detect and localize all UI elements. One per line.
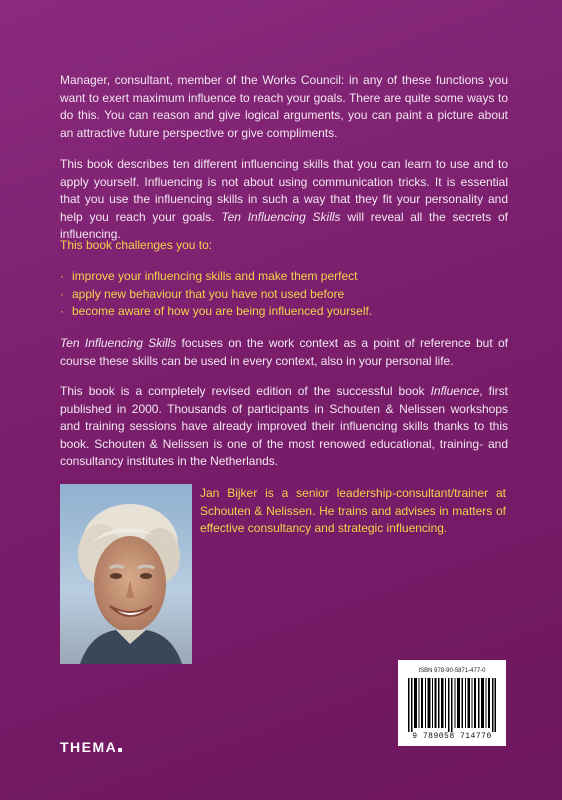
- intro-paragraph: Manager, consultant, member of the Works Council: in any of these functions you want to exert maximum influence to reach your goals. There are quite some ways to do this. You can reason and give logical arguments, you can paint a picture about an attractive future perspective or give compliments.: [60, 73, 508, 140]
- author-bio: Jan Bijker is a senior leadership-consultant/trainer at Schouten & Nelissen. He trains and advises in matters of effective consultancy and strategic influencing.: [200, 486, 506, 535]
- bullet-marker: ·: [60, 286, 64, 301]
- list-item: [60, 303, 520, 321]
- description-paragraph: [60, 156, 508, 244]
- bullet-marker: ·: [60, 304, 64, 318]
- barcode-bars: [408, 678, 496, 732]
- publisher-name: THEMA: [60, 739, 118, 755]
- list-item: [60, 286, 520, 304]
- barcode: [398, 660, 506, 746]
- barcode-number: 9 789058 714770: [412, 732, 492, 741]
- description-text: This book describes ten different influencing skills that you can learn to use and to apply yourself. Influencing is not about using communication tricks. It is essential that you use the influencing skills in such a way that they fit your personality and help you reach your goals.: [60, 157, 508, 224]
- edition-text-start: This book is a completely revised edition of the successful book: [60, 384, 431, 398]
- description-text-end: will reveal all the secrets of influencing.: [60, 209, 508, 241]
- author-portrait-illustration: [60, 484, 192, 664]
- context-paragraph: [60, 335, 508, 370]
- publisher-logo: [60, 739, 122, 755]
- list-item-text: improve your influencing skills and make them perfect: [72, 269, 358, 283]
- edition-text: , first published in 2000. Thousands of participants in Schouten & Nelissen workshops and training sessions have already improved their influencing skills thanks to this book. Schouten & Nelissen is one of the most renowed educational, training- and consultancy institutes in the Netherlands.: [60, 384, 508, 468]
- logo-square-icon: [118, 748, 122, 752]
- edition-paragraph: [60, 383, 508, 471]
- challenge-list: [60, 268, 520, 321]
- list-item-text: apply new behaviour that you have not used before: [72, 286, 345, 301]
- edition-book-title: Influence: [430, 384, 480, 398]
- bullet-marker: ·: [60, 269, 64, 283]
- challenge-heading: This book challenges you to:: [60, 238, 213, 252]
- context-book-title: Ten Influencing Skills: [60, 336, 177, 350]
- list-item-text: become aware of how you are being influenced yourself.: [72, 304, 373, 318]
- author-photo: [60, 484, 192, 664]
- isbn-label: ISBN 978-90-5871-477-0: [418, 668, 486, 674]
- list-item: [60, 268, 520, 286]
- description-book-title: Ten Influencing Skills: [221, 209, 341, 224]
- context-text: focuses on the work context as a point of reference but of course these skills can be used in every context, also in your personal life.: [60, 336, 508, 368]
